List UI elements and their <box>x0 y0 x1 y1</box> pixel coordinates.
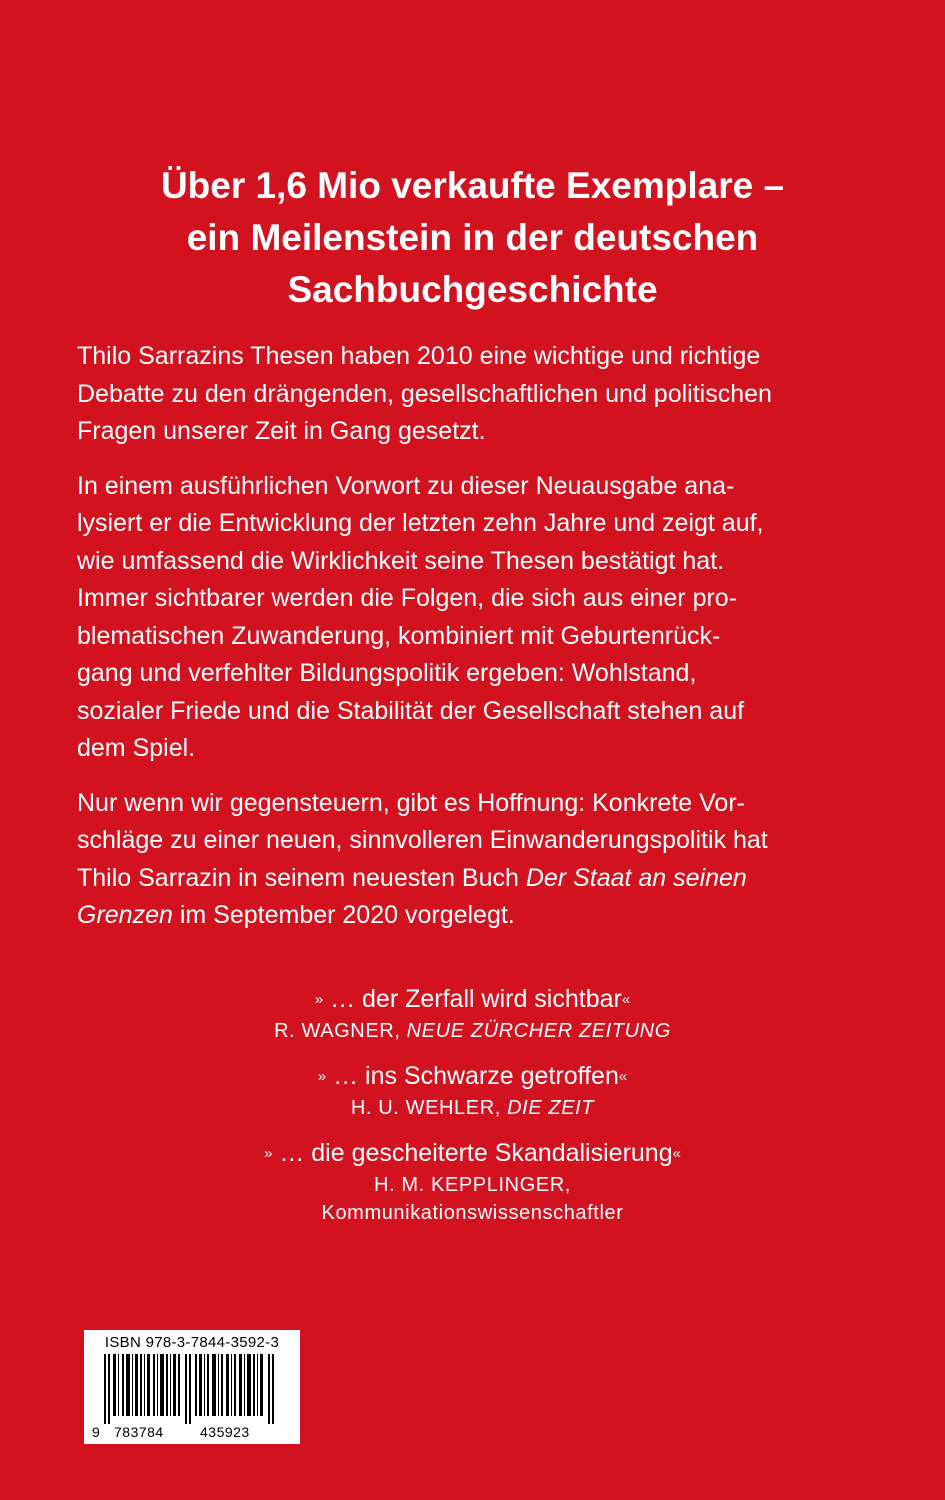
quote-source <box>60 1171 885 1199</box>
headline-line-2: ein Meilenstein in der deutschen <box>186 217 759 258</box>
paragraph-1 <box>77 338 877 451</box>
text-line: Immer sichtbarer werden die Folgen, die sich aus einer pro- <box>77 584 738 612</box>
paragraph-2 <box>77 468 877 768</box>
text-line: lysiert er die Entwicklung der letzten zehn Jahre und zeigt auf, <box>77 509 764 537</box>
quote-source <box>60 1017 885 1045</box>
quote-text <box>60 1059 885 1094</box>
text-line: schläge zu einer neuen, sinnvolleren Einwanderungspolitik hat <box>77 826 768 854</box>
headline-line-1: Über 1,6 Mio verkaufte Exemplare – <box>160 165 785 206</box>
text-line: blematischen Zuwanderung, kombiniert mit Geburtenrück- <box>77 621 721 650</box>
text-line: Thilo Sarrazins Thesen haben 2010 eine wichtige und richtige <box>77 342 761 370</box>
quote-publication: DIE ZEIT <box>507 1097 595 1119</box>
text-line: Debatte zu den drängenden, gesellschaftlichen und politischen <box>77 379 772 408</box>
quote-body: … die gescheiterte Skandalisierung <box>272 1139 673 1167</box>
headline <box>70 160 875 316</box>
text-line: Fragen unserer Zeit in Gang gesetzt. <box>77 417 486 445</box>
quote-close: « <box>618 1068 628 1085</box>
quote-text <box>60 982 885 1017</box>
quote-publication: NEUE ZÜRCHER ZEITUNG <box>406 1020 671 1042</box>
isbn-label: ISBN 978-3-7844-3592-3 <box>104 1334 280 1351</box>
text-line: sozialer Friede und die Stabilität der Gesellschaft stehen auf <box>77 696 745 725</box>
text-line: dem Spiel. <box>77 734 196 762</box>
text-plain: im September 2020 vorgelegt. <box>172 901 515 929</box>
quote-author-title: Kommunikationswissenschaftler <box>321 1202 624 1224</box>
text-line <box>77 860 877 898</box>
quote-author: H. U. WEHLER, <box>350 1097 508 1119</box>
text-line: gang und verfehlter Bildungspolitik ergeben: Wohlstand, <box>77 659 697 687</box>
quote-author: R. WAGNER, <box>274 1020 407 1042</box>
quote-close: « <box>621 991 631 1008</box>
isbn-barcode <box>84 1330 300 1444</box>
press-quote-2 <box>60 1059 885 1122</box>
barcode-digits-right: 435923 <box>200 1424 250 1440</box>
paragraph-3 <box>77 785 877 935</box>
press-quote-3 <box>60 1136 885 1227</box>
quote-body: … ins Schwarze getroffen <box>326 1062 619 1090</box>
barcode-digit-lead: 9 <box>92 1424 101 1440</box>
text-line: wie umfassend die Wirklichkeit seine Thesen bestätigt hat. <box>77 546 725 575</box>
quote-author: H. M. KEPPLINGER, <box>374 1174 571 1196</box>
barcode-bars <box>96 1354 288 1424</box>
quote-open: » <box>264 1145 273 1162</box>
book-title-cont: Grenzen <box>77 901 173 929</box>
book-title: Der Staat an seinen <box>525 863 747 892</box>
press-quote-1 <box>60 982 885 1045</box>
quote-open: » <box>317 1068 327 1085</box>
quote-source <box>60 1094 885 1122</box>
quote-body: … der Zerfall wird sichtbar <box>323 985 622 1013</box>
press-quotes <box>60 982 885 1241</box>
text-line: Nur wenn wir gegensteuern, gibt es Hoffnung: Konkrete Vor- <box>77 788 745 817</box>
quote-text <box>60 1136 885 1171</box>
text-line: In einem ausführlichen Vorwort zu dieser Neuausgabe ana- <box>77 471 735 500</box>
blurb-text <box>77 338 877 952</box>
headline-line-3: Sachbuchgeschichte <box>287 269 658 310</box>
text-plain: Thilo Sarrazin in seinem neuesten Buch <box>77 863 526 892</box>
quote-open: » <box>314 991 324 1008</box>
quote-close: « <box>672 1145 681 1162</box>
barcode-digits-left: 783784 <box>114 1424 164 1440</box>
text-line <box>77 897 877 935</box>
